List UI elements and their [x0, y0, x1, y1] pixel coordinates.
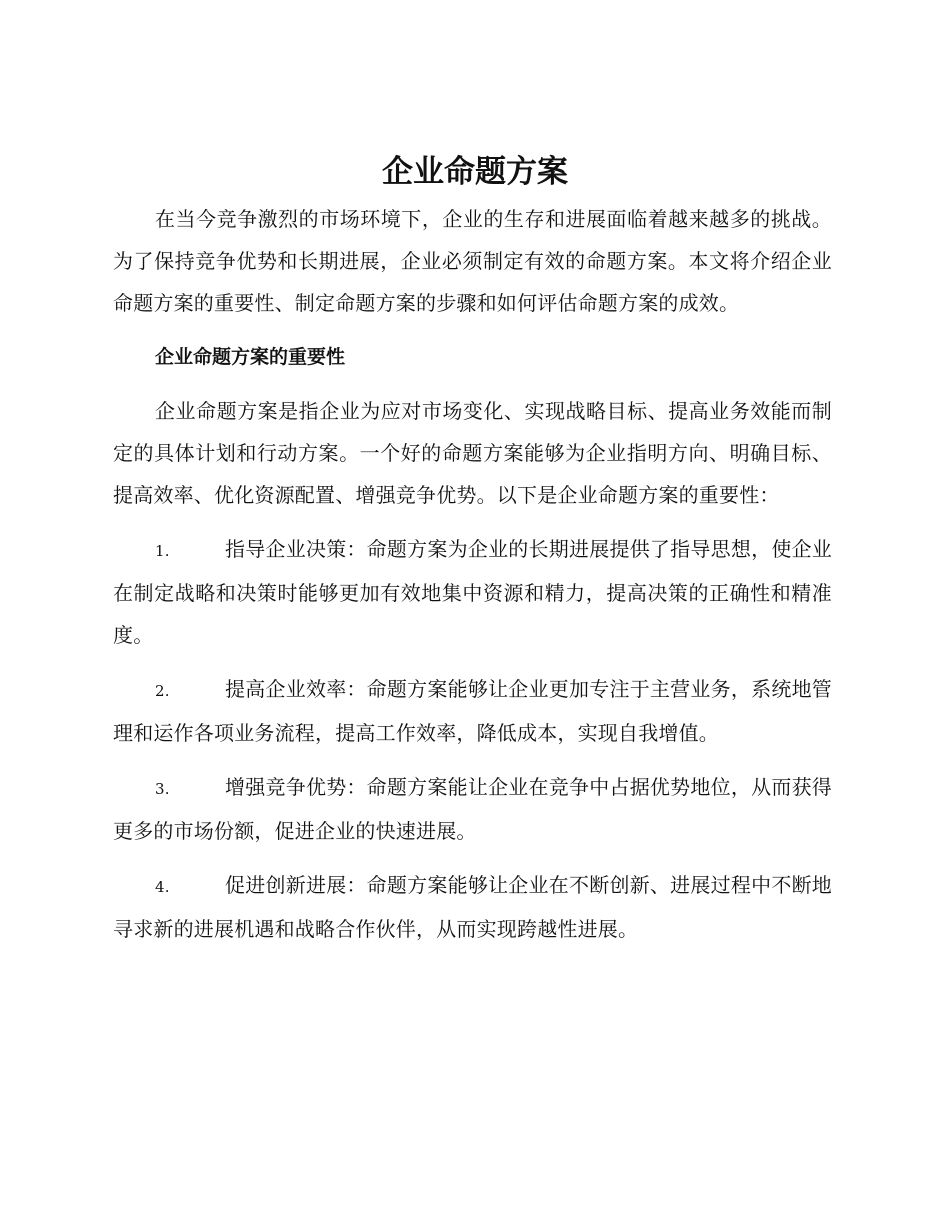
list-item — [113, 668, 832, 754]
list-item-text: 促进创新进展：命题方案能够让企业在不断创新、进展过程中不断地寻求新的进展机遇和战略合作伙伴，从而实现跨越性进展。 — [113, 873, 832, 941]
list-item-text: 指导企业决策：命题方案为企业的长期进展提供了指导思想，使企业在制定战略和决策时能够更加有效地集中资源和精力，提高决策的正确性和精准度。 — [113, 537, 832, 647]
document-body — [113, 198, 832, 950]
intro-paragraph: 在当今竞争激烈的市场环境下，企业的生存和进展面临着越来越多的挑战。为了保持竞争优势和长期进展，企业必须制定有效的命题方案。本文将介绍企业命题方案的重要性、制定命题方案的步骤和如何评估命题方案的成效。 — [113, 207, 832, 315]
list-item-text: 提高企业效率：命题方案能够让企业更加专注于主营业务，系统地管理和运作各项业务流程，提高工作效率，降低成本，实现自我增值。 — [113, 677, 832, 745]
section-paragraph: 企业命题方案是指企业为应对市场变化、实现战略目标、提高业务效能而制定的具体计划和行动方案。一个好的命题方案能够为企业指明方向、明确目标、提高效率、优化资源配置、增强竞争优势。以下是企业命题方案的重要性： — [113, 399, 832, 507]
list-item-number: 1. — [155, 542, 170, 560]
document-title: 企业命题方案 — [382, 154, 568, 190]
list-item — [113, 766, 832, 852]
list-item — [113, 864, 832, 950]
list-item-number: 4. — [155, 878, 170, 896]
list-item-number: 2. — [155, 682, 170, 700]
section-heading: 企业命题方案的重要性 — [155, 346, 346, 368]
list-item-text: 增强竞争优势：命题方案能让企业在竞争中占据优势地位，从而获得更多的市场份额，促进企业的快速进展。 — [113, 775, 832, 843]
list-item — [113, 528, 832, 656]
list-item-number: 3. — [155, 780, 170, 798]
